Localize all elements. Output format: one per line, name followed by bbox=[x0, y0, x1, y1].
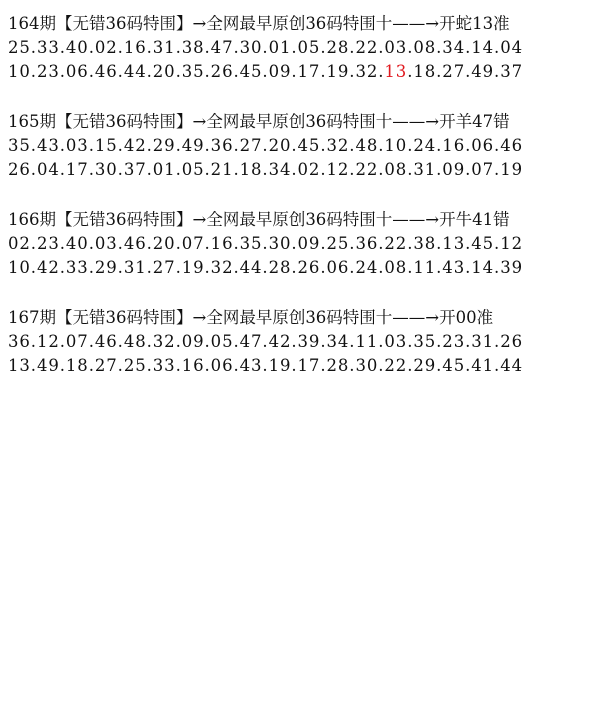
number-cell: 01 bbox=[152, 160, 176, 179]
number-cell: 11 bbox=[355, 332, 379, 351]
number-cell: 12 bbox=[500, 234, 523, 253]
number-cell: 08 bbox=[384, 258, 408, 277]
issue-block bbox=[8, 12, 588, 84]
number-cell: 14 bbox=[471, 258, 495, 277]
number-cell: 16 bbox=[442, 136, 466, 155]
number-cell: 40 bbox=[65, 234, 89, 253]
number-cell: 10 bbox=[384, 136, 408, 155]
number-cell: 45 bbox=[442, 356, 466, 375]
number-cell: 35 bbox=[181, 62, 205, 81]
number-cell: 36 bbox=[355, 234, 379, 253]
number-cell: 06 bbox=[210, 356, 234, 375]
number-row: 25.33.40.02.16.31.38.47.30.01.05.28.22.03.08.34.14.04 bbox=[8, 38, 523, 57]
number-cell: 13 bbox=[442, 234, 466, 253]
number-cell: 31 bbox=[123, 258, 147, 277]
number-cell: 28 bbox=[268, 258, 292, 277]
number-cell: 47 bbox=[239, 332, 263, 351]
number-cell: 19 bbox=[268, 356, 292, 375]
number-cell: 35 bbox=[413, 332, 437, 351]
number-cell: 31 bbox=[471, 332, 495, 351]
number-cell: 37 bbox=[500, 62, 523, 81]
prediction-document bbox=[8, 12, 588, 404]
number-cell: 25 bbox=[123, 356, 147, 375]
number-cell: 49 bbox=[36, 356, 60, 375]
number-cell: 10 bbox=[8, 62, 31, 81]
number-cell: 26 bbox=[8, 160, 31, 179]
number-cell: 17 bbox=[297, 356, 321, 375]
number-cell: 43 bbox=[36, 136, 60, 155]
number-cell: 43 bbox=[239, 356, 263, 375]
number-cell: 09 bbox=[442, 160, 466, 179]
number-cell: 22 bbox=[384, 356, 408, 375]
number-cell: 20 bbox=[152, 234, 176, 253]
issue-header: 165期【无错36码特围】→全网最早原创36码特围十——→开羊47错 bbox=[8, 112, 510, 131]
number-cell: 06 bbox=[65, 62, 89, 81]
number-cell: 46 bbox=[123, 234, 147, 253]
number-cell: 16 bbox=[181, 356, 205, 375]
number-cell: 03 bbox=[65, 136, 89, 155]
number-cell: 23 bbox=[36, 62, 60, 81]
issue-header: 164期【无错36码特围】→全网最早原创36码特围十——→开蛇13准 bbox=[8, 14, 510, 33]
number-cell: 38 bbox=[181, 38, 205, 57]
number-cell: 25 bbox=[326, 234, 350, 253]
number-cell: 12 bbox=[326, 160, 350, 179]
number-cell: 22 bbox=[355, 38, 379, 57]
number-row: 13.49.18.27.25.33.16.06.43.19.17.28.30.22.29.45.41.44 bbox=[8, 356, 523, 375]
number-cell: 42 bbox=[268, 332, 292, 351]
number-cell: 32 bbox=[326, 136, 350, 155]
number-cell: 42 bbox=[36, 258, 60, 277]
number-cell: 22 bbox=[355, 160, 379, 179]
number-cell: 27 bbox=[94, 356, 118, 375]
number-row: 10.42.33.29.31.27.19.32.44.28.26.06.24.08.11.43.14.39 bbox=[8, 258, 523, 277]
issue-header: 166期【无错36码特围】→全网最早原创36码特围十——→开牛41错 bbox=[8, 210, 510, 229]
number-cell: 39 bbox=[297, 332, 321, 351]
issue-block bbox=[8, 208, 588, 280]
number-cell: 49 bbox=[181, 136, 205, 155]
number-cell: 29 bbox=[94, 258, 118, 277]
number-cell: 20 bbox=[152, 62, 176, 81]
number-cell: 31 bbox=[152, 38, 176, 57]
number-cell: 32 bbox=[210, 258, 234, 277]
number-cell: 37 bbox=[123, 160, 147, 179]
number-cell: 18 bbox=[413, 62, 437, 81]
number-cell: 29 bbox=[413, 356, 437, 375]
number-cell: 24 bbox=[355, 258, 379, 277]
number-cell: 09 bbox=[181, 332, 205, 351]
number-cell: 45 bbox=[239, 62, 263, 81]
number-cell: 12 bbox=[36, 332, 60, 351]
number-cell: 39 bbox=[500, 258, 523, 277]
number-cell: 18 bbox=[65, 356, 89, 375]
number-cell: 27 bbox=[442, 62, 466, 81]
number-cell: 43 bbox=[442, 258, 466, 277]
number-cell: 05 bbox=[210, 332, 234, 351]
number-cell: 34 bbox=[442, 38, 466, 57]
number-cell: 01 bbox=[268, 38, 292, 57]
number-cell: 19 bbox=[326, 62, 350, 81]
number-cell: 23 bbox=[36, 234, 60, 253]
number-cell: 31 bbox=[413, 160, 437, 179]
number-cell: 46 bbox=[94, 332, 118, 351]
number-cell: 35 bbox=[8, 136, 31, 155]
number-cell: 35 bbox=[239, 234, 263, 253]
issue-block bbox=[8, 110, 588, 182]
number-cell: 26 bbox=[297, 258, 321, 277]
number-cell: 30 bbox=[94, 160, 118, 179]
number-cell: 36 bbox=[210, 136, 234, 155]
number-cell: 10 bbox=[8, 258, 31, 277]
number-cell: 06 bbox=[326, 258, 350, 277]
number-cell: 04 bbox=[500, 38, 523, 57]
number-cell: 03 bbox=[384, 332, 408, 351]
number-cell: 23 bbox=[442, 332, 466, 351]
issue-header: 167期【无错36码特围】→全网最早原创36码特围十——→开00准 bbox=[8, 308, 494, 327]
number-cell: 45 bbox=[471, 234, 495, 253]
number-cell: 49 bbox=[471, 62, 495, 81]
number-row: 02.23.40.03.46.20.07.16.35.30.09.25.36.22.38.13.45.12 bbox=[8, 234, 523, 253]
number-cell: 02 bbox=[8, 234, 31, 253]
number-cell: 28 bbox=[326, 356, 350, 375]
number-cell: 09 bbox=[297, 234, 321, 253]
number-cell: 26 bbox=[500, 332, 523, 351]
number-cell: 30 bbox=[268, 234, 292, 253]
number-cell: 44 bbox=[123, 62, 147, 81]
number-cell: 15 bbox=[94, 136, 118, 155]
number-cell: 09 bbox=[268, 62, 292, 81]
number-cell: 44 bbox=[500, 356, 523, 375]
number-cell: 20 bbox=[268, 136, 292, 155]
number-cell: 30 bbox=[239, 38, 263, 57]
number-cell: 07 bbox=[181, 234, 205, 253]
number-cell: 27 bbox=[152, 258, 176, 277]
number-cell: 21 bbox=[210, 160, 234, 179]
number-cell: 17 bbox=[297, 62, 321, 81]
number-cell: 36 bbox=[8, 332, 31, 351]
number-row: 35.43.03.15.42.29.49.36.27.20.45.32.48.10.24.16.06.46 bbox=[8, 136, 523, 155]
number-row: 10.23.06.46.44.20.35.26.45.09.17.19.32.13.18.27.49.37 bbox=[8, 62, 523, 81]
number-cell: 28 bbox=[326, 38, 350, 57]
number-cell: 19 bbox=[181, 258, 205, 277]
number-cell: 33 bbox=[36, 38, 60, 57]
number-cell: 47 bbox=[210, 38, 234, 57]
number-cell: 07 bbox=[471, 160, 495, 179]
number-cell: 19 bbox=[500, 160, 523, 179]
number-cell: 13 bbox=[384, 62, 408, 81]
number-cell: 48 bbox=[123, 332, 147, 351]
number-cell: 02 bbox=[297, 160, 321, 179]
number-cell: 32 bbox=[355, 62, 379, 81]
number-cell: 33 bbox=[152, 356, 176, 375]
number-cell: 14 bbox=[471, 38, 495, 57]
number-cell: 41 bbox=[471, 356, 495, 375]
number-cell: 16 bbox=[123, 38, 147, 57]
number-cell: 05 bbox=[297, 38, 321, 57]
number-cell: 34 bbox=[326, 332, 350, 351]
number-cell: 13 bbox=[8, 356, 31, 375]
number-cell: 16 bbox=[210, 234, 234, 253]
number-cell: 45 bbox=[297, 136, 321, 155]
number-cell: 03 bbox=[94, 234, 118, 253]
number-cell: 22 bbox=[384, 234, 408, 253]
issue-block bbox=[8, 306, 588, 378]
number-cell: 48 bbox=[355, 136, 379, 155]
number-cell: 03 bbox=[384, 38, 408, 57]
number-row: 36.12.07.46.48.32.09.05.47.42.39.34.11.03.35.23.31.26 bbox=[8, 332, 523, 351]
number-cell: 18 bbox=[239, 160, 263, 179]
number-cell: 40 bbox=[65, 38, 89, 57]
number-row: 26.04.17.30.37.01.05.21.18.34.02.12.22.08.31.09.07.19 bbox=[8, 160, 523, 179]
number-cell: 25 bbox=[8, 38, 31, 57]
number-cell: 08 bbox=[384, 160, 408, 179]
number-cell: 32 bbox=[152, 332, 176, 351]
number-cell: 46 bbox=[500, 136, 523, 155]
number-cell: 33 bbox=[65, 258, 89, 277]
number-cell: 06 bbox=[471, 136, 495, 155]
number-cell: 08 bbox=[413, 38, 437, 57]
number-cell: 24 bbox=[413, 136, 437, 155]
number-cell: 07 bbox=[65, 332, 89, 351]
number-cell: 46 bbox=[94, 62, 118, 81]
number-cell: 34 bbox=[268, 160, 292, 179]
number-cell: 44 bbox=[239, 258, 263, 277]
number-cell: 05 bbox=[181, 160, 205, 179]
number-cell: 29 bbox=[152, 136, 176, 155]
number-cell: 30 bbox=[355, 356, 379, 375]
number-cell: 38 bbox=[413, 234, 437, 253]
number-cell: 17 bbox=[65, 160, 89, 179]
number-cell: 02 bbox=[94, 38, 118, 57]
number-cell: 26 bbox=[210, 62, 234, 81]
number-cell: 11 bbox=[413, 258, 437, 277]
number-cell: 04 bbox=[36, 160, 60, 179]
number-cell: 42 bbox=[123, 136, 147, 155]
number-cell: 27 bbox=[239, 136, 263, 155]
